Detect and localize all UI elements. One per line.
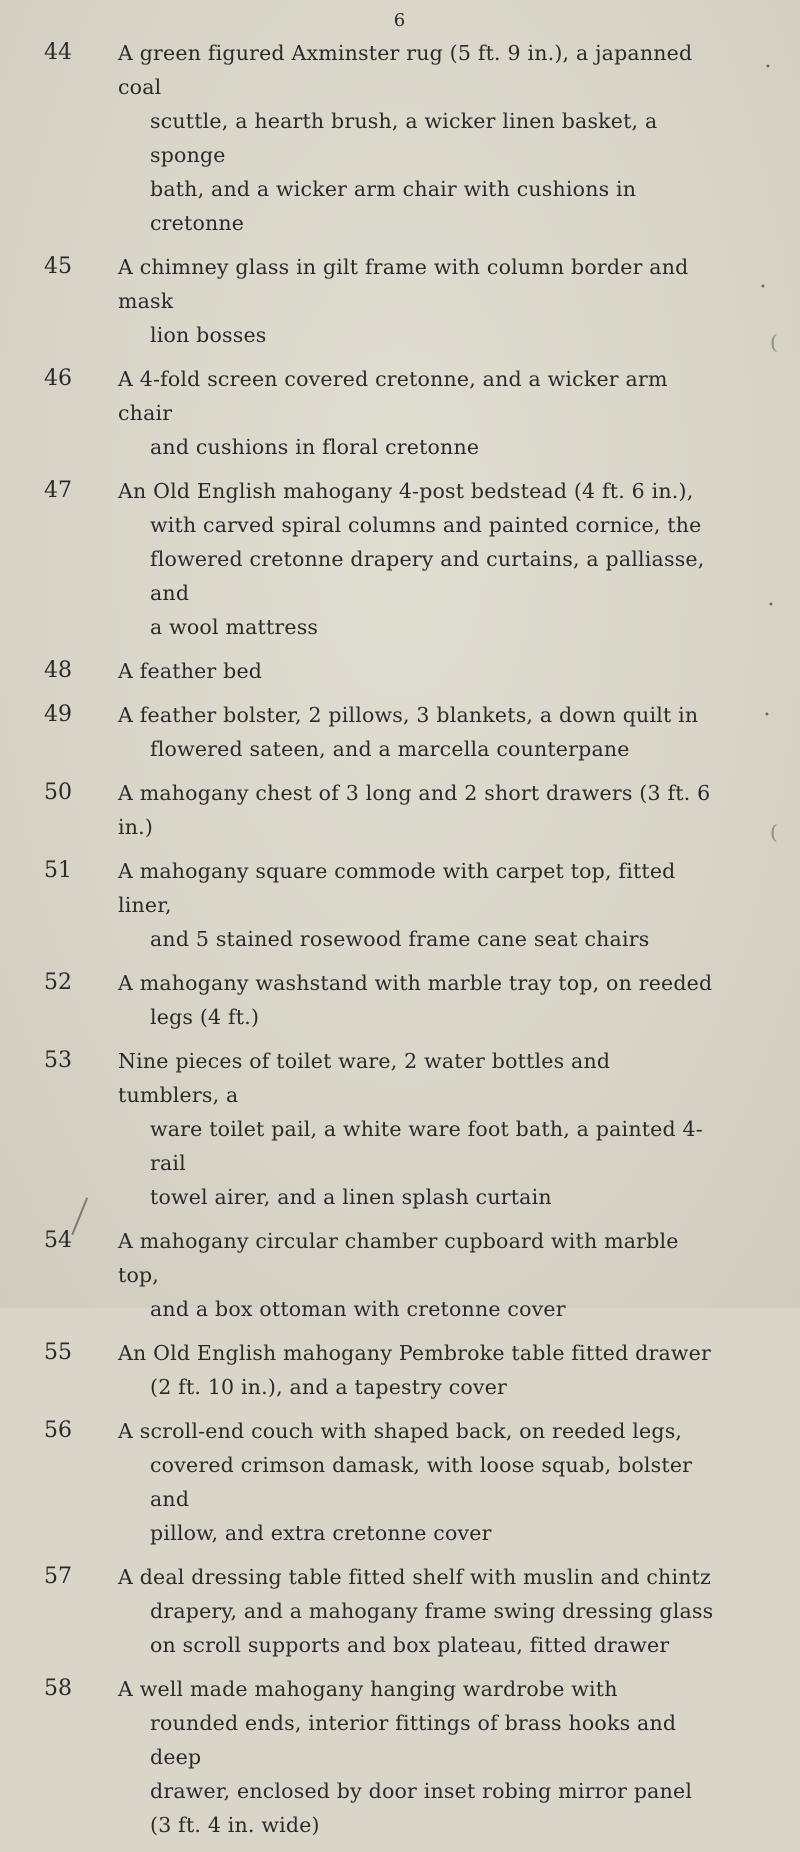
lot-description-line: pillow, and extra cretonne cover bbox=[150, 1521, 492, 1545]
lot-number: 55 bbox=[44, 1340, 72, 1365]
lot-entry bbox=[0, 474, 800, 644]
lot-description bbox=[118, 250, 718, 352]
lot-entry bbox=[0, 1336, 800, 1404]
lot-description bbox=[118, 1224, 718, 1326]
lot-number: 51 bbox=[44, 858, 72, 883]
lot-number: 56 bbox=[44, 1418, 72, 1443]
lot-description-line: scuttle, a hearth brush, a wicker linen basket, a sponge bbox=[150, 109, 658, 167]
lot-entry bbox=[0, 654, 800, 688]
lot-entry bbox=[0, 698, 800, 766]
page-number: 6 bbox=[393, 10, 407, 31]
lot-description-line: flowered sateen, and a marcella counterpane bbox=[150, 737, 630, 761]
lot-description-line: on scroll supports and box plateau, fitted drawer bbox=[150, 1633, 670, 1657]
lot-entry bbox=[0, 776, 800, 844]
lot-description-line: lion bosses bbox=[150, 323, 267, 347]
lot-description-line: and a box ottoman with cretonne cover bbox=[150, 1297, 566, 1321]
lot-description-line: (3 ft. 4 in. wide) bbox=[150, 1813, 320, 1837]
lot-description bbox=[118, 654, 718, 688]
speck-icon: • bbox=[760, 282, 766, 293]
lot-description-line: covered crimson damask, with loose squab, bolster and bbox=[150, 1453, 693, 1511]
lot-description-line: A mahogany chest of 3 long and 2 short drawers (3 ft. 6 in.) bbox=[118, 781, 711, 839]
lot-number: 54 bbox=[44, 1228, 72, 1253]
lot-number: 45 bbox=[44, 254, 72, 279]
lot-description bbox=[118, 474, 718, 644]
lot-entry bbox=[0, 1560, 800, 1662]
lot-description bbox=[118, 698, 718, 766]
lot-description-line: drawer, enclosed by door inset robing mirror panel bbox=[150, 1779, 693, 1803]
lot-entry bbox=[0, 250, 800, 352]
lot-description bbox=[118, 362, 718, 464]
lot-description bbox=[118, 1336, 718, 1404]
lot-number: 53 bbox=[44, 1048, 72, 1073]
speck-icon: • bbox=[765, 62, 771, 73]
lot-description-line: ware toilet pail, a white ware foot bath, a painted 4-rail bbox=[150, 1117, 703, 1175]
lot-description bbox=[118, 1414, 718, 1550]
lot-description bbox=[118, 1672, 718, 1842]
lot-description bbox=[118, 854, 718, 956]
lot-entry bbox=[0, 362, 800, 464]
lot-entry bbox=[0, 1044, 800, 1214]
lot-number: 47 bbox=[44, 478, 72, 503]
margin-blemish-icon: ( bbox=[770, 330, 778, 354]
lot-description-line: A scroll-end couch with shaped back, on reeded legs, bbox=[118, 1419, 683, 1443]
lot-description-line: drapery, and a mahogany frame swing dressing glass bbox=[150, 1599, 714, 1623]
lot-description-line: rounded ends, interior fittings of brass hooks and deep bbox=[150, 1711, 677, 1769]
lot-description bbox=[118, 36, 718, 240]
lot-description-line: legs (4 ft.) bbox=[150, 1005, 260, 1029]
lot-entry bbox=[0, 966, 800, 1034]
lot-description bbox=[118, 1560, 718, 1662]
lot-number: 44 bbox=[44, 40, 72, 65]
lot-description-line: A mahogany washstand with marble tray top, on reeded bbox=[118, 971, 713, 995]
lot-description-line: towel airer, and a linen splash curtain bbox=[150, 1185, 552, 1209]
lot-number: 46 bbox=[44, 366, 72, 391]
lot-description-line: bath, and a wicker arm chair with cushions in cretonne bbox=[150, 177, 637, 235]
lot-description-line: A feather bolster, 2 pillows, 3 blankets, a down quilt in bbox=[118, 703, 699, 727]
lot-description-line: A mahogany circular chamber cupboard with marble top, bbox=[118, 1229, 679, 1287]
lot-description-line: An Old English mahogany 4-post bedstead (4 ft. 6 in.), bbox=[118, 479, 694, 503]
lot-number: 57 bbox=[44, 1564, 72, 1589]
speck-icon: • bbox=[764, 710, 770, 721]
lot-description-line: A mahogany square commode with carpet top, fitted liner, bbox=[118, 859, 676, 917]
lot-entry bbox=[0, 36, 800, 240]
lot-description-line: A deal dressing table fitted shelf with muslin and chintz bbox=[118, 1565, 712, 1589]
lot-list bbox=[0, 36, 800, 1852]
speck-icon: • bbox=[768, 600, 774, 611]
lot-description-line: A chimney glass in gilt frame with column border and mask bbox=[118, 255, 689, 313]
lot-number: 52 bbox=[44, 970, 72, 995]
lot-entry bbox=[0, 1672, 800, 1842]
lot-description-line: flowered cretonne drapery and curtains, a palliasse, and bbox=[150, 547, 705, 605]
lot-description-line: (2 ft. 10 in.), and a tapestry cover bbox=[150, 1375, 508, 1399]
lot-description-line: and cushions in floral cretonne bbox=[150, 435, 480, 459]
lot-description bbox=[118, 966, 718, 1034]
lot-number: 58 bbox=[44, 1676, 72, 1701]
lot-entry bbox=[0, 1224, 800, 1326]
lot-description-line: A 4-fold screen covered cretonne, and a wicker arm chair bbox=[118, 367, 668, 425]
lot-description-line: and 5 stained rosewood frame cane seat chairs bbox=[150, 927, 650, 951]
lot-number: 48 bbox=[44, 658, 72, 683]
lot-description-line: A feather bed bbox=[118, 659, 263, 683]
lot-description-line: with carved spiral columns and painted cornice, the bbox=[150, 513, 702, 537]
lot-entry bbox=[0, 854, 800, 956]
lot-entry bbox=[0, 1414, 800, 1550]
lot-description-line: An Old English mahogany Pembroke table fitted drawer bbox=[118, 1341, 711, 1365]
lot-description bbox=[118, 776, 718, 844]
lot-description-line: Nine pieces of toilet ware, 2 water bottles and tumblers, a bbox=[118, 1049, 611, 1107]
lot-number: 50 bbox=[44, 780, 72, 805]
lot-description-line: a wool mattress bbox=[150, 615, 319, 639]
lot-description-line: A well made mahogany hanging wardrobe with bbox=[118, 1677, 618, 1701]
margin-blemish-icon: ( bbox=[770, 820, 778, 844]
lot-number: 49 bbox=[44, 702, 72, 727]
lot-description-line: A green figured Axminster rug (5 ft. 9 in.), a japanned coal bbox=[118, 41, 693, 99]
lot-description bbox=[118, 1044, 718, 1214]
